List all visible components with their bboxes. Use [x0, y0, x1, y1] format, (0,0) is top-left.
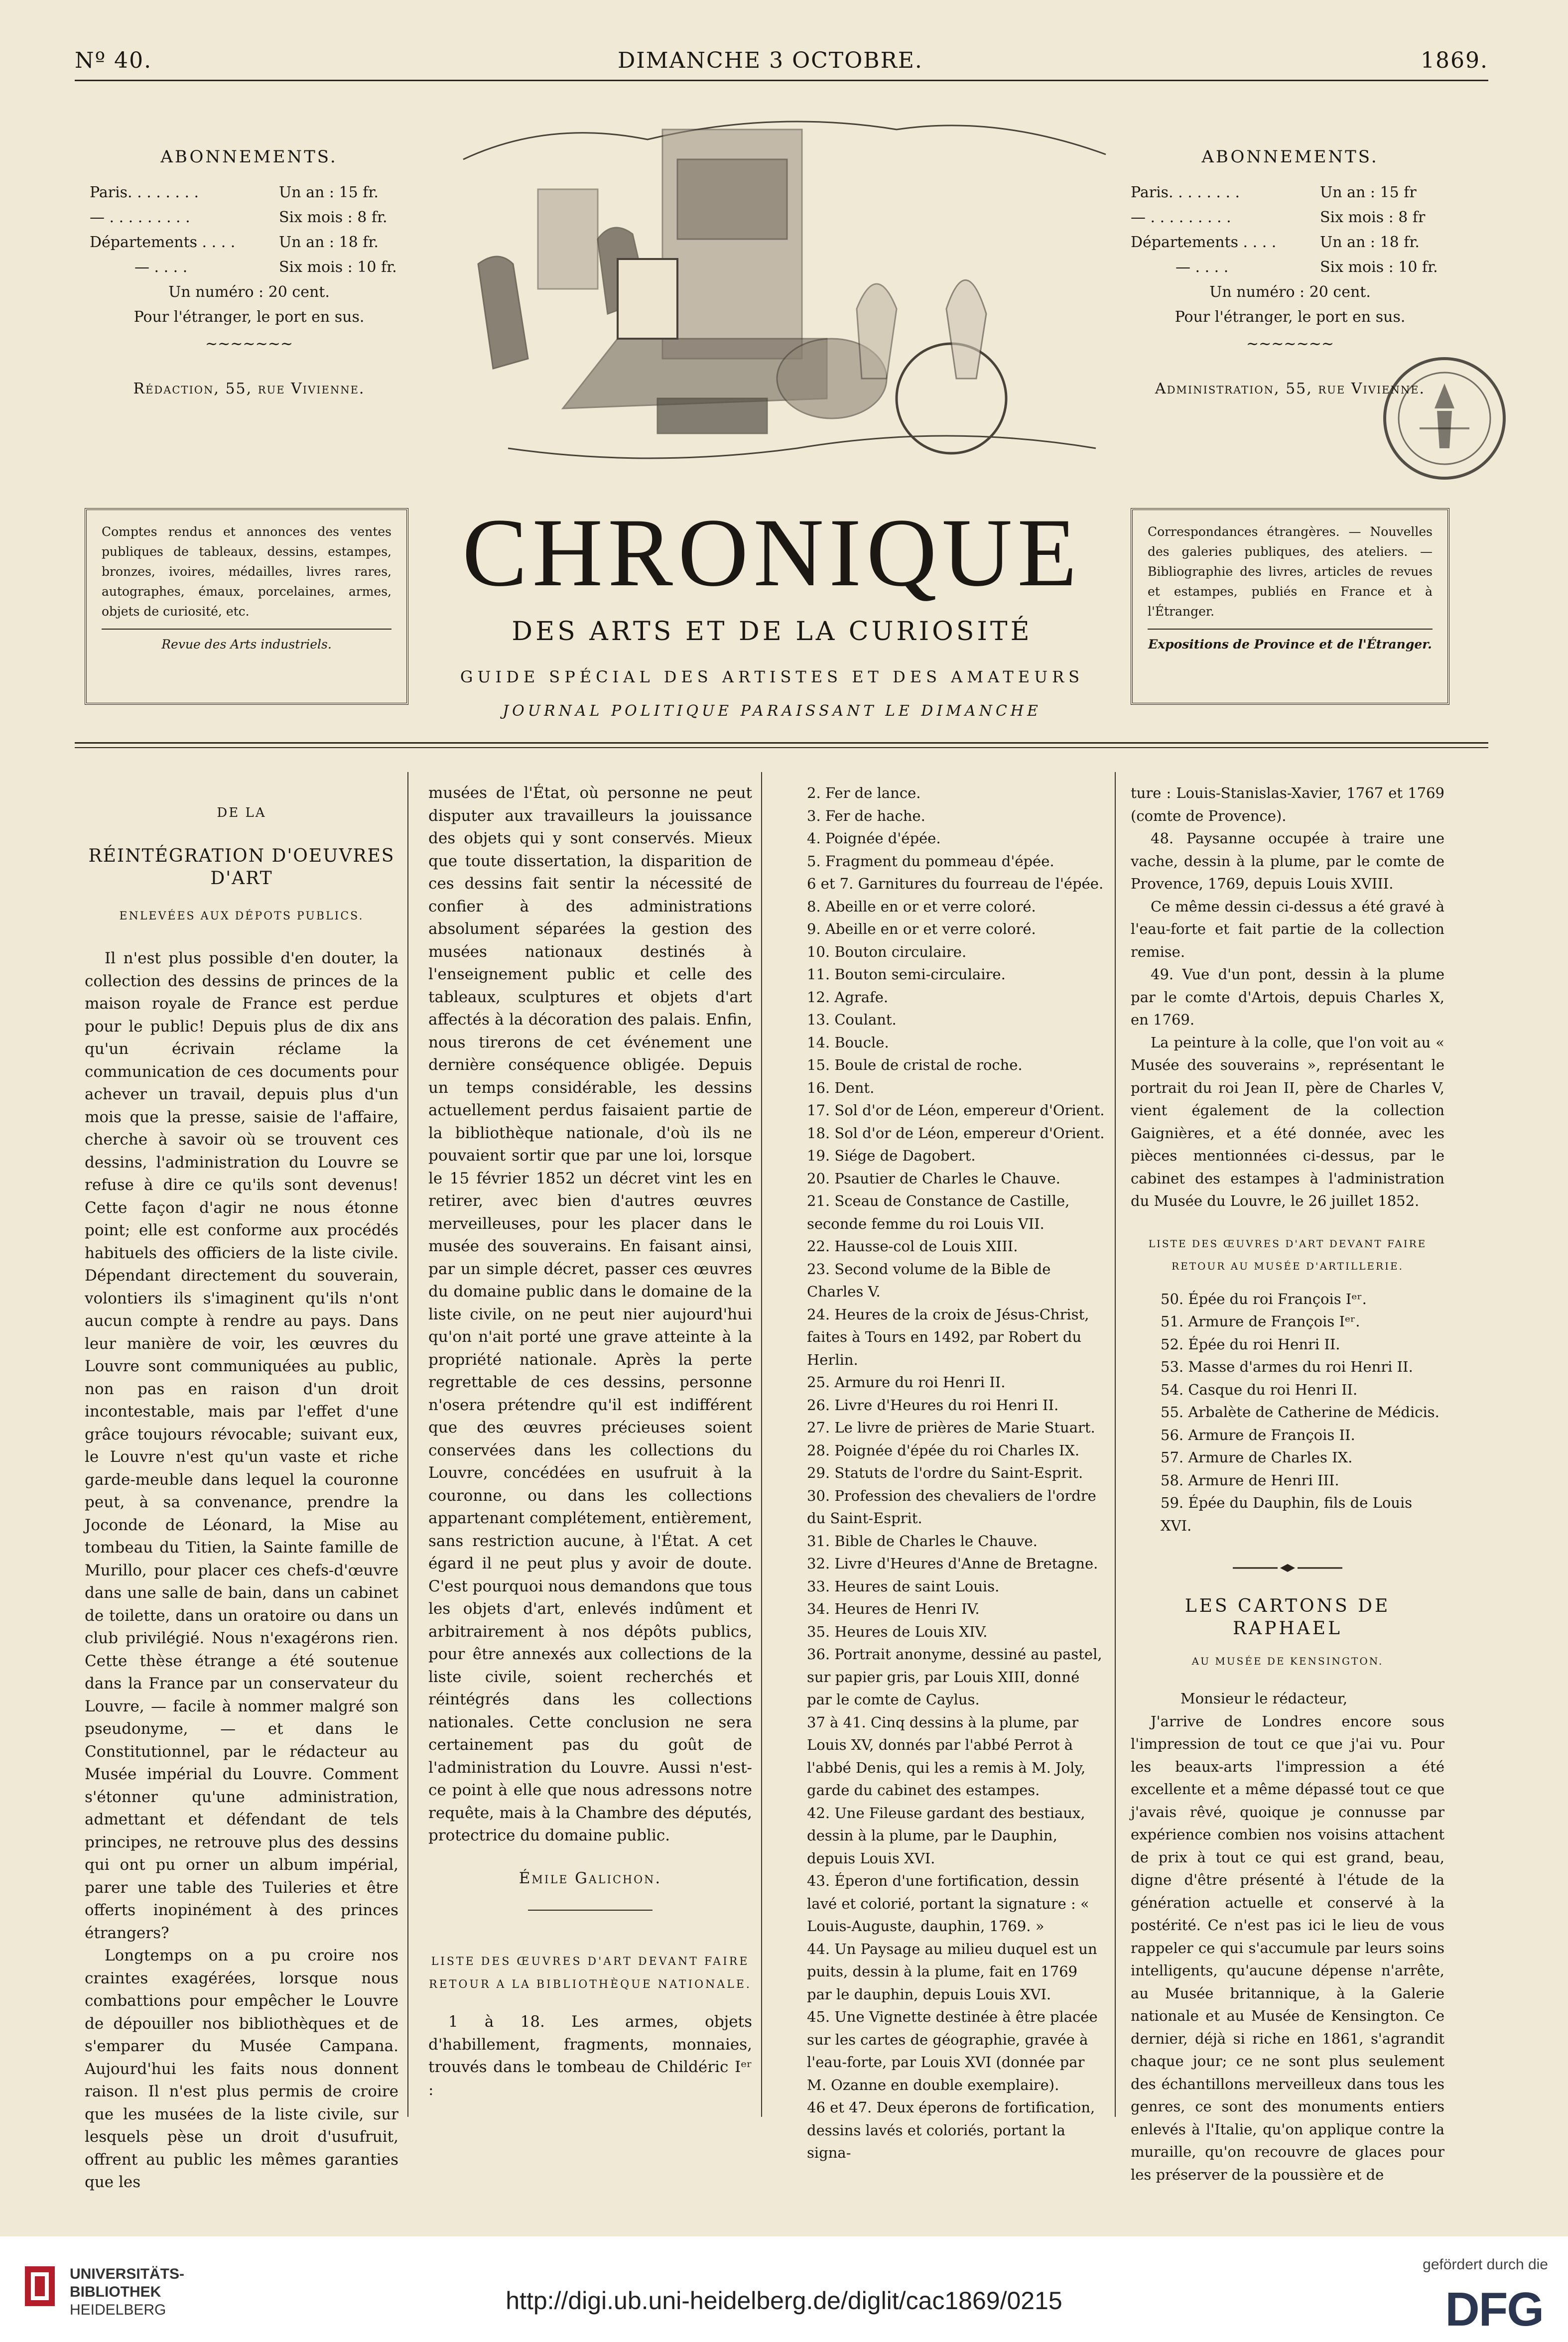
- list-title: LISTE DES ŒUVRES D'ART DEVANT FAIRE: [1148, 1237, 1427, 1250]
- subscriptions-title: ABONNEMENTS.: [160, 147, 338, 167]
- footer-bar: [0, 2236, 1568, 2342]
- list-item: 36. Portrait anonyme, dessiné au pastel, sur papier gris, par Louis XIII, donné par le comte de Caylus.: [807, 1646, 1102, 1708]
- list-item: 14. Boucle.: [807, 1034, 889, 1051]
- masthead-guide: GUIDE SPÉCIAL DES ARTISTES ET DES AMATEURS: [460, 667, 1084, 686]
- university-name: UNIVERSITÄTS- BIBLIOTHEK HEIDELBERG: [70, 2266, 185, 2318]
- ornament-icon: [1233, 1563, 1342, 1573]
- list-title: RETOUR AU MUSÉE D'ARTILLERIE.: [1172, 1260, 1404, 1272]
- masthead-illustration-icon: [448, 100, 1121, 478]
- article-paragraph: 49. Vue d'un pont, dessin à la plume par le comte d'Artois, depuis Charles X, en 1769.: [1131, 966, 1444, 1028]
- article-title: LES CARTONS DE RAPHAEL: [1184, 1595, 1391, 1639]
- list-item: 50. Épée du roi François Iᵉʳ.: [1161, 1290, 1367, 1307]
- article-subtitle: ENLEVÉES AUX DÉPOTS PUBLICS.: [119, 910, 364, 922]
- list-item: 28. Poignée d'épée du roi Charles IX.: [807, 1441, 1080, 1459]
- services-text: Correspondances étrangères. — Nouvelles des galeries publiques, des ateliers. — Bibliographie des livres, articles de revues et estampes, publiés en France et à l'Étranger.: [1148, 524, 1433, 619]
- funding-note: gefördert durch die: [1423, 2256, 1548, 2273]
- subscription-row: — . . . . Six mois : 10 fr.: [1176, 259, 1438, 276]
- list-item: 31. Bible de Charles le Chauve.: [807, 1532, 1038, 1550]
- list-item: 22. Hausse-col de Louis XIII.: [807, 1238, 1018, 1255]
- list-item: 54. Casque du roi Henri II.: [1161, 1381, 1358, 1398]
- list-item: 34. Heures de Henri IV.: [807, 1600, 980, 1617]
- services-box-left: [85, 508, 408, 705]
- masthead-rule: [75, 747, 1488, 748]
- list-item: 56. Armure de François II.: [1161, 1426, 1355, 1443]
- list-item: 52. Épée du roi Henri II.: [1161, 1335, 1340, 1353]
- list-item: 30. Profession des chevaliers de l'ordre du Saint-Esprit.: [807, 1487, 1096, 1527]
- services-text: Comptes rendus et annonces des ventes publiques de tableaux, dessins, estampes, bronzes, ivoires, médailles, livres rares, autographes, émaux, porcelaines, armes, objets de curiosité, etc.: [102, 524, 392, 619]
- list-item: 12. Agrafe.: [807, 988, 889, 1006]
- masthead-subtitle: DES ARTS ET DE LA CURIOSITÉ: [512, 617, 1033, 647]
- issue-date: DIMANCHE 3 OCTOBRE.: [618, 48, 923, 73]
- list-item: 53. Masse d'armes du roi Henri II.: [1161, 1358, 1413, 1375]
- list-title: LISTE DES ŒUVRES D'ART DEVANT FAIRE: [431, 1955, 750, 1968]
- list-item: 4. Poignée d'épée.: [807, 830, 941, 847]
- list-item: 58. Armure de Henri III.: [1161, 1471, 1339, 1489]
- subscription-row: — . . . . . . . . . Six mois : 8 fr: [1131, 209, 1426, 226]
- list-item: 43. Éperon d'une fortification, dessin lavé et colorié, portant la signature : « Louis-Auguste, dauphin, 1769. »: [807, 1872, 1089, 1935]
- list-item: 15. Boule de cristal de roche.: [807, 1056, 1023, 1073]
- source-url-link[interactable]: http://digi.ub.uni-heidelberg.de/diglit/cac1869/0215: [506, 2287, 1062, 2315]
- list-item: 35. Heures de Louis XIV.: [807, 1623, 988, 1640]
- foreign-postage: Pour l'étranger, le port en sus.: [133, 308, 365, 326]
- list-item: 11. Bouton semi-circulaire.: [807, 966, 1006, 983]
- list-item: 33. Heures de saint Louis.: [807, 1577, 1000, 1595]
- article-paragraph: ture : Louis-Stanislas-Xavier, 1767 et 1769 (comte de Provence).: [1131, 784, 1444, 824]
- list-item: 57. Armure de Charles IX.: [1161, 1449, 1353, 1466]
- masthead-title: CHRONIQUE: [462, 499, 1082, 607]
- list-item: 9. Abeille en or et verre coloré.: [807, 920, 1036, 937]
- top-rule: [75, 80, 1488, 81]
- list-item: 16. Dent.: [807, 1079, 875, 1096]
- article-reintegration: [85, 802, 398, 2194]
- list-item: 51. Armure de François Iᵉʳ.: [1161, 1313, 1360, 1330]
- list-item: 26. Livre d'Heures du roi Henri II.: [807, 1396, 1059, 1414]
- subscriptions-title: ABONNEMENTS.: [1201, 147, 1379, 167]
- list-item: 10. Bouton circulaire.: [807, 943, 967, 960]
- editorial-address: Rédaction, 55, rue Vivienne.: [133, 380, 365, 397]
- list-item: 46 et 47. Deux éperons de fortification, dessins lavés et coloriés, portant la signa-: [807, 2099, 1095, 2161]
- column-divider: [761, 772, 762, 2117]
- subscription-row: Paris. . . . . . . . Un an : 15 fr: [1131, 184, 1417, 201]
- list-bibliotheque: [777, 782, 1106, 2165]
- subscription-row: — . . . . Six mois : 10 fr.: [134, 259, 397, 276]
- list-item: 59. Épée du Dauphin, fils de Louis XVI.: [1161, 1494, 1413, 1534]
- list-item: 27. Le livre de prières de Marie Stuart.: [807, 1419, 1095, 1436]
- list-item: 17. Sol d'or de Léon, empereur d'Orient.: [807, 1102, 1105, 1119]
- list-item: 3. Fer de hache.: [807, 807, 925, 824]
- subscription-row: Paris. . . . . . . . Un an : 15 fr.: [90, 184, 379, 201]
- library-stamp-icon: [1375, 349, 1514, 488]
- ornament-wave: ∼∼∼∼∼∼∼: [205, 335, 293, 353]
- masthead-journal: JOURNAL POLITIQUE PARAISSANT LE DIMANCHE: [503, 702, 1042, 720]
- article-paragraph: Il n'est plus possible d'en douter, la collection des dessins de princes de la maison royale de France est perdue pour le public! Depuis plus de dix ans qu'un écrivain réclame la communication de ces documents pour achever un travail, depuis plus d'un mois que la presse, saisie de l'affaire, cherche à savoir où se trouvent ces dessins, l'administration du Louvre se refuse à dire ce qu'ils sont devenus! Cette façon d'agir ne nous étonne point; elle est conforme aux procédés habituels des officiers de la liste civile. Dépendant directement du souverain, volontiers ils s'imaginent qu'ils n'ont aucun compte à rendre au pays. Dans leur manière de voir, les œuvres du Louvre sont communiquées au public, non pas en raison d'un droit incontestable, mais par l'effet d'une grâce toujours révocable; suivant eux, le Louvre n'est qu'un vaste et riche garde-meuble dans lequel la couronne peut, à sa convenance, prendre la Joconde de Léonard, la Mise au tombeau du Titien, la Sainte famille de Murillo, pour placer ces chefs-d'œuvre dans une salle de bain, dans un cabinet de toilette, dans un oratoire ou dans un club privilégié. Nous n'exagérons rien. Cette thèse étrange a été soutenue dans la France par un conservateur du Louvre, — facile à nommer malgré son pseudonyme, — et dans le Constitutionnel, par le rédacteur au Musée impérial du Louvre. Comment s'étonner qu'une administration, admettant et défendant de tels principes, ne retrouve plus des dessins qui ont pu orner un album impérial, parer une table des Tuileries et être offerts inopinément à des princes étrangers?: [85, 949, 398, 1942]
- list-item: 5. Fragment du pommeau d'épée.: [807, 852, 1054, 870]
- list-title: RETOUR A LA BIBLIOTHÈQUE NATIONALE.: [429, 1978, 752, 1991]
- list-item: 8. Abeille en or et verre coloré.: [807, 898, 1036, 915]
- services-box-right: [1131, 508, 1449, 705]
- ornament-divider: [1131, 1557, 1444, 1580]
- list-item: 18. Sol d'or de Léon, empereur d'Orient.: [807, 1124, 1105, 1142]
- list-item: 45. Une Vignette destinée à être placée sur les cartes de géographie, gravée à l'eau-forte, par Louis XVI (donnée par M. Ozanne en double exemplaire).: [807, 2008, 1098, 2093]
- article-paragraph: Ce même dessin ci-dessus a été gravé à l'eau-forte et fait partie de la collection remise.: [1131, 898, 1444, 960]
- single-issue-price: Un numéro : 20 cent.: [168, 283, 330, 301]
- article-column-four: [1131, 782, 1444, 2186]
- issue-year: 1869.: [1421, 48, 1488, 73]
- column-divider: [407, 772, 408, 2117]
- article-paragraph: La peinture à la colle, que l'on voit au « Musée des souverains », représentant le portrait du roi Jean II, père de Charles V, vient également de la collection Gaignières, et a été donnée, avec les pièces mentionnées ci-dessus, par le cabinet des estampes à l'administration du Musée du Louvre, le 26 juillet 1852.: [1131, 1034, 1444, 1209]
- article-paragraph: 48. Paysanne occupée à traire une vache, dessin à la plume, par le comte de Provence, 1769, depuis Louis XVIII.: [1131, 830, 1444, 892]
- list-item: 29. Statuts de l'ordre du Saint-Esprit.: [807, 1464, 1083, 1481]
- subscriptions-left: [90, 144, 408, 401]
- list-item: 42. Une Fileuse gardant des bestiaux, dessin à la plume, par le Dauphin, depuis Louis XVI.: [807, 1804, 1085, 1867]
- masthead-rule: [75, 742, 1488, 744]
- list-artillerie: [1131, 1288, 1444, 1538]
- list-item: 13. Coulant.: [807, 1011, 897, 1028]
- list-item: 44. Un Paysage au milieu duquel est un puits, dessin à la plume, fait en 1769 par le dauphin, depuis Louis XVI.: [807, 1940, 1097, 2003]
- ornament-wave: ∼∼∼∼∼∼∼: [1246, 335, 1334, 353]
- issue-number: Nº 40.: [75, 48, 152, 73]
- list-item: 21. Sceau de Constance de Castille, seconde femme du roi Louis VII.: [807, 1192, 1070, 1232]
- administration-address: Administration, 55, rue Vivienne.: [1155, 380, 1426, 397]
- article-salutation: Monsieur le rédacteur,: [1180, 1690, 1348, 1707]
- subscription-row: Départements . . . . Un an : 18 fr.: [90, 234, 379, 251]
- list-item: 24. Heures de la croix de Jésus-Christ, faites à Tours en 1492, par Robert du Herlin.: [807, 1305, 1089, 1368]
- article-paragraph: J'arrive de Londres encore sous l'impression de tout ce que j'ai vu. Pour les beaux-arts l'impression a été excellente et a même dépassé tout ce que j'avais rêvé, quoique je connusse par expérience combien nos voisins attachent de prix à tout ce qui est grand, beau, digne d'être présenté à l'étude de la génération actuelle et conservé à la postérité. Ce n'est pas ici le lieu de vous rappeler ce qui s'accumule par leurs soins intelligents, qu'aucune dépense n'arrête, au Musée britannique, à la Galerie nationale et au Musée de Kensington. Ce dernier, déjà si riche en 1861, s'agrandit chaque jour; ce ne sont plus seulement des échantillons merveilleux dans tous les genres, ce sont des monuments entiers enlevés à l'Italie, qu'on applique contre la muraille, qu'on recouvre de glaces pour les préserver de la poussière et de: [1131, 1712, 1444, 2183]
- list-item: 25. Armure du roi Henri II.: [807, 1374, 1006, 1391]
- services-note: Revue des Arts industriels.: [102, 629, 392, 654]
- list-item: 23. Second volume de la Bible de Charles V.: [807, 1260, 1051, 1300]
- article-continuation: [428, 782, 752, 2101]
- article-title: RÉINTÉGRATION D'OEUVRES D'ART: [88, 845, 395, 889]
- list-item: 32. Livre d'Heures d'Anne de Bretagne.: [807, 1555, 1098, 1572]
- subscription-row: Départements . . . . Un an : 18 fr.: [1131, 234, 1420, 251]
- article-signature: Émile Galichon.: [519, 1869, 662, 1887]
- list-item: 2. Fer de lance.: [807, 784, 921, 801]
- list-item: 37 à 41. Cinq dessins à la plume, par Louis XV, donnés par l'abbé Perrot à l'abbé Denis, qui les a remis à M. Joly, garde du cabinet des estampes.: [807, 1713, 1086, 1799]
- list-item: 20. Psautier de Charles le Chauve.: [807, 1170, 1060, 1187]
- divider: [528, 1910, 653, 1911]
- article-paragraph: musées de l'État, où personne ne peut disputer aux travailleurs la jouissance des objets qui y sont conservés. Mieux que toute dissertation, la disparition de ces dessins fait sentir la nécessité de confier à des administrations absolument séparées la gestion des musées nationaux destinés à l'enseignement public et celle des tableaux, sculptures et objets d'art affectés à la décoration des palais. Enfin, nous tirerons de cet événement une dernière conséquence obligée. Depuis un temps considérable, les dessins actuellement perdus faisaient partie de la bibliothèque nationale, d'où ils ne pouvaient sortir que par une loi, lorsque le 15 février 1852 un décret vint les en retirer, avec bien d'autres œuvres merveilleuses, pour les placer dans le musée des souverains. En faisant ainsi, par un simple décret, passer ces œuvres du domaine public dans le domaine de la liste civile, on ne peut nier aujourd'hui qu'on n'ait porté une grave atteinte à la propriété nationale. Après la perte regrettable de ces dessins, personne n'osera prétendre qu'il est indifférent que des œuvres précieuses soient conservées dans les collections du Louvre, concédées en usufruit à la couronne, ou dans les collections appartenant complétement, entièrement, sans restriction aucune, à l'État. A cet égard il ne peut plus y avoir de doute. C'est pourquoi nous demandons que tous les objets d'art, enlevés indûment et arbitrairement à nos dépôts publics, pour être annexés aux collections de la liste civile, soient recherchés et réintégrés dans les collections nationales. Cette conclusion ne sera certainement pas du goût de l'administration du Louvre. Aussi n'est-ce point à elle que nous adressons notre requête, mais à la Chambre des députés, protectrice du domaine public.: [428, 784, 752, 1844]
- services-note: Expositions de Province et de l'Étranger.: [1148, 629, 1433, 654]
- article-subtitle: AU MUSÉE DE KENSINGTON.: [1191, 1655, 1384, 1667]
- dateline: [75, 48, 1488, 78]
- list-item: 55. Arbalète de Catherine de Médicis.: [1161, 1404, 1439, 1421]
- dfg-logo: DFG: [1445, 2283, 1543, 2336]
- column-divider: [1115, 772, 1116, 2117]
- article-kicker: DE LA: [217, 805, 266, 820]
- list-item: 19. Siége de Dagobert.: [807, 1147, 976, 1164]
- foreign-postage: Pour l'étranger, le port en sus.: [1175, 308, 1406, 326]
- subscription-row: — . . . . . . . . . Six mois : 8 fr.: [90, 209, 388, 226]
- single-issue-price: Un numéro : 20 cent.: [1209, 283, 1371, 301]
- article-paragraph: Longtemps on a pu croire nos craintes exagérées, lorsque nous combattions pour empêcher le Louvre de dépouiller nos bibliothèques et de s'emparer du Musée Campana. Aujourd'hui les faits nous donnent raison. Il n'est plus permis de croire que les musées de la liste civile, sur lesquels pèse un droit d'usufruit, offrent au public les mêmes garanties que les: [85, 1947, 398, 2191]
- list-intro: 1 à 18. Les armes, objets d'habillement, fragments, monnaies, trouvés dans le tombeau de Childéric Iᵉʳ :: [428, 2013, 752, 2099]
- list-item: 6 et 7. Garnitures du fourreau de l'épée.: [807, 875, 1104, 892]
